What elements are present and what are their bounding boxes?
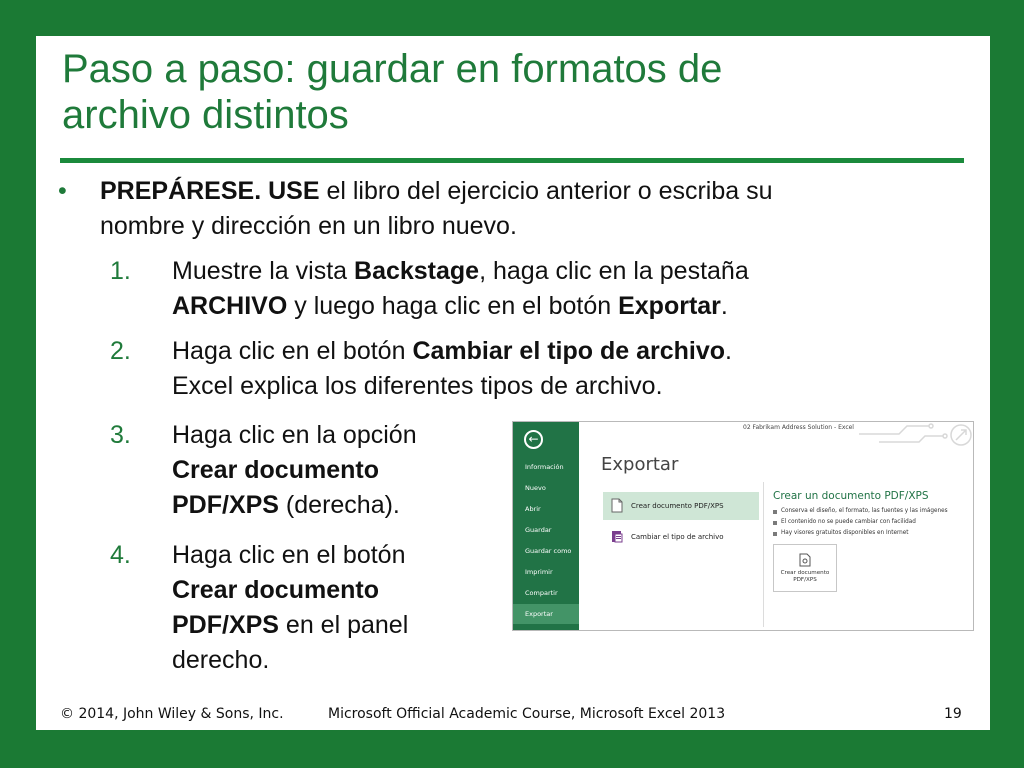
page-number: 19 — [944, 706, 962, 722]
exportar-heading: Exportar — [601, 454, 679, 475]
sidebar-item-compartir[interactable]: Compartir — [525, 589, 558, 597]
pane-divider — [763, 482, 764, 627]
step-3: 3. Haga clic en la opción Crear documento PDF/XPS (derecha). — [110, 421, 417, 519]
title-divider — [60, 158, 964, 163]
pdf-document-icon — [799, 553, 811, 567]
step-2: 2. Haga clic en el botón Cambiar el tipo de archivo. Excel explica los diferentes tipos de archivo. — [110, 337, 732, 400]
backstage-sidebar — [513, 422, 579, 630]
window-title: 02 Fabrikam Address Solution - Excel — [743, 424, 854, 431]
create-pdf-xps-button[interactable]: Crear documento PDF/XPS — [773, 544, 837, 592]
pane-title: Crear un documento PDF/XPS — [773, 490, 929, 502]
sidebar-item-nuevo[interactable]: Nuevo — [525, 484, 546, 492]
change-file-type-option[interactable]: Cambiar el tipo de archivo — [603, 523, 759, 551]
intro-bullet: • PREPÁRESE. USE el libro del ejercicio anterior o escriba su nombre y dirección en un libro nuevo. — [100, 174, 970, 244]
sidebar-item-informacion[interactable]: Información — [525, 463, 564, 471]
create-pdf-xps-option[interactable]: Crear documento PDF/XPS — [603, 492, 759, 520]
excel-backstage-screenshot — [512, 421, 974, 631]
back-arrow-icon[interactable]: ← — [524, 430, 543, 449]
sidebar-item-guardar-como[interactable]: Guardar como — [525, 547, 572, 555]
bullet-marker: • — [58, 177, 67, 205]
sidebar-item-guardar[interactable]: Guardar — [525, 526, 552, 534]
sidebar-item-imprimir[interactable]: Imprimir — [525, 568, 553, 576]
file-type-icon — [611, 529, 623, 544]
step-1: 1. Muestre la vista Backstage, haga clic en la pestaña ARCHIVO y luego haga clic en el botón Exportar. — [110, 257, 749, 320]
sidebar-item-exportar[interactable]: Exportar — [513, 604, 579, 624]
circuit-decoration-icon — [859, 422, 973, 448]
pane-list-item: El contenido no se puede cambiar con facilidad — [781, 519, 916, 525]
footer-course: Microsoft Official Academic Course, Microsoft Excel 2013 — [328, 706, 726, 722]
slide-title: Paso a paso: guardar en formatos de archivo distintos — [62, 47, 723, 137]
step-4: 4. Haga clic en el botón Crear documento PDF/XPS en el panel derecho. — [110, 541, 409, 674]
pane-list-item: Conserva el diseño, el formato, las fuentes y las imágenes — [781, 508, 948, 514]
pane-list-item: Hay visores gratuitos disponibles en Internet — [781, 530, 909, 536]
document-icon — [611, 498, 623, 513]
sidebar-item-abrir[interactable]: Abrir — [525, 505, 541, 513]
slide — [36, 36, 990, 730]
footer-copyright: © 2014, John Wiley & Sons, Inc. — [60, 706, 284, 722]
